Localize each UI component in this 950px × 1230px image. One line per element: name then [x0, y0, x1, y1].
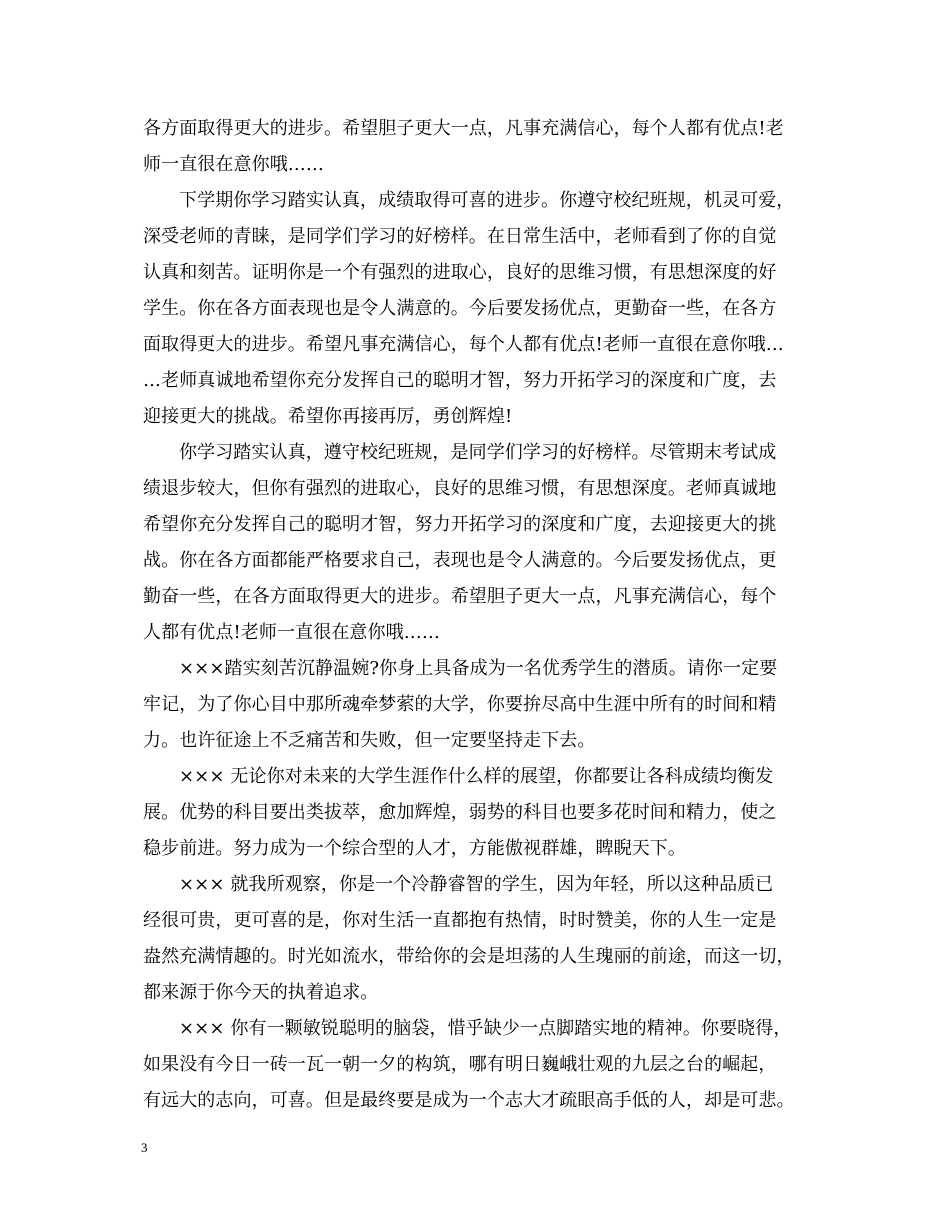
text-line: 面取得更大的进步。希望凡事充满信心，每个人都有优点!老师一直很在意你哦…	[143, 334, 784, 355]
text-line: 牢记，为了你心目中那所魂牵梦萦的大学，你要拚尽高中生涯中所有的时间和精	[143, 694, 777, 715]
text-line: 希望你充分发挥自己的聪明才智，努力开拓学习的深度和广度，去迎接更大的挑	[143, 514, 777, 535]
page-number: 3	[141, 1140, 148, 1155]
text-line: 展。优势的科目要出类拔萃，愈加辉煌，弱势的科目也要多花时间和精力，使之	[143, 802, 777, 823]
text-line: 迎接更大的挑战。希望你再接再厉，勇创辉煌!	[143, 406, 513, 427]
text-line: 各方面取得更大的进步。希望胆子更大一点，凡事充满信心，每个人都有优点!老	[143, 118, 784, 139]
text-line: 有远大的志向，可喜。但是最终要是成为一个志大才疏眼高手低的人，却是可悲。	[143, 1090, 795, 1111]
text-line: 勤奋一些，在各方面取得更大的进步。希望胆子更大一点，凡事充满信心，每个	[143, 586, 777, 607]
text-line: 盎然充满情趣的。时光如流水，带给你的会是坦荡的人生瑰丽的前途，而这一切，	[143, 946, 795, 967]
text-line: ××× 无论你对未来的大学生涯作什么样的展望，你都要让各科成绩均衡发	[179, 766, 774, 787]
text-line: 人都有优点!老师一直很在意你哦……	[143, 622, 440, 643]
text-line: 你学习踏实认真，遵守校纪班规，是同学们学习的好榜样。尽管期末考试成	[179, 442, 777, 463]
text-line: 稳步前进。努力成为一个综合型的人才，方能傲视群雄，睥睨天下。	[143, 838, 686, 859]
text-line: 战。你在各方面都能严格要求自己，表现也是令人满意的。今后要发扬优点，更	[143, 550, 777, 571]
text-line: 认真和刻苦。证明你是一个有强烈的进取心，良好的思维习惯，有思想深度的好	[143, 262, 777, 283]
text-line: 师一直很在意你哦……	[143, 154, 324, 175]
text-line: ××× 就我所观察，你是一个冷静睿智的学生，因为年轻，所以这种品质已	[179, 874, 774, 895]
text-line: …老师真诚地希望你充分发挥自己的聪明才智，努力开拓学习的深度和广度，去	[143, 370, 777, 391]
text-line: ××× 你有一颗敏锐聪明的脑袋，惜乎缺少一点脚踏实地的精神。你要晓得，	[179, 1018, 792, 1039]
text-line: 深受老师的青睐，是同学们学习的好榜样。在日常生活中，老师看到了你的自觉	[143, 226, 777, 247]
text-line: 下学期你学习踏实认真，成绩取得可喜的进步。你遵守校纪班规，机灵可爱，	[179, 190, 795, 211]
text-line: 力。也许征途上不乏痛苦和失败，但一定要坚持走下去。	[143, 730, 596, 751]
text-line: 如果没有今日一砖一瓦一朝一夕的构筑，哪有明日巍峨壮观的九层之台的崛起，	[143, 1054, 777, 1075]
text-line: 绩退步较大，但你有强烈的进取心，良好的思维习惯，有思想深度。老师真诚地	[143, 478, 777, 499]
text-line: 经很可贵，更可喜的是，你对生活一直都抱有热情，时时赞美，你的人生一定是	[143, 910, 777, 931]
text-line: 都来源于你今天的执着追求。	[143, 982, 379, 1003]
text-line: ×××踏实刻苦沉静温婉?你身上具备成为一名优秀学生的潜质。请你一定要	[179, 658, 778, 679]
text-line: 学生。你在各方面表现也是令人满意的。今后要发扬优点，更勤奋一些，在各方	[143, 298, 777, 319]
